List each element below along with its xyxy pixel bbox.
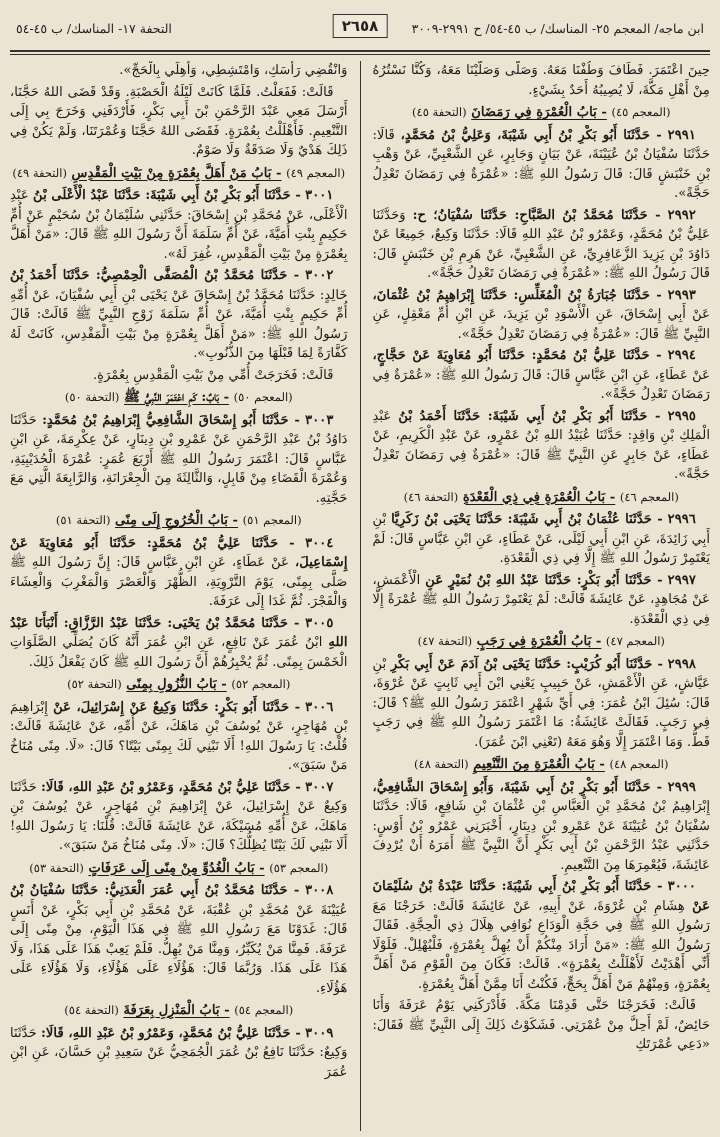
hadith-number: ٢٩٩٦ xyxy=(667,512,696,527)
hadith-body: عَبْدِ الْأَعْلَى، عَنْ مُحَمَّدِ بْنِ إِسْحَاقَ: حَدَّثَنِي سُلَيْمَانُ بْنُ سُحَيْمٍ عَنْ أُمِّ حَكِيمٍ بِنْتِ أُمَيَّةَ، عَنْ أُمِّ سَلَمَةَ أَنَّ رَسُولَ اللهِ ﷺ قَالَ: «مَنْ أَهَلَّ بِعُمْرَةٍ مِنْ بَيْتِ الْمَقْدِسِ، غُفِرَ لَهُ». xyxy=(9,188,348,262)
header-rule xyxy=(10,50,710,52)
paragraph: وَانْقُضِي رَأْسَكِ، وَامْتَشِطِي، وَأَهِلِّي بِالْحَجِّ». xyxy=(119,63,348,78)
chapter-title xyxy=(10,1001,348,1021)
text-columns xyxy=(10,61,710,1131)
chapter-title xyxy=(10,675,348,695)
hadith-body: حَدَّثَنَا وَكِيعٌ عَنْ إِسْرَائِيلَ، عَنْ إِبْرَاهِيمَ بْنِ مُهَاجِرٍ، عَنْ يُوسُفَ بْنِ مَاهَكَ، عَنْ أُمِّهِ مُسَيْكَةَ، عَنْ عَائِشَةَ قَالَتْ: قُلْنَا: يَا رَسُولَ اللهِ! أَلَا نَبْنِي لَكَ بَيْتًا يُظِلُّكَ؟ قَالَ: «لَا. مِنًى مُنَاخُ مَنْ سَبَقَ». xyxy=(9,779,348,853)
chapter-heading: - بَابُ الْعُمْرَةِ فِي ذِي الْقَعْدَةِ xyxy=(462,489,616,505)
chapter-title xyxy=(372,755,710,775)
chapter-title xyxy=(10,388,348,408)
chapter-mujam: (المعجم ٥٠) xyxy=(233,390,293,404)
chapter-heading: - بَابُ الْعُمْرَةِ فِي رَمَضَانَ xyxy=(471,105,607,120)
hadith-head: - حَدَّثَنَا أَبُو إِسْحَاقَ الشَّافِعِيُّ إِبْرَاهِيمُ بْنُ مُحَمَّدٍ: xyxy=(42,412,300,428)
hadith-number: ٣٠٠٧ xyxy=(305,779,334,795)
hadith-body: إِبْرَاهِيمَ بْنِ مُهَاجِرٍ، عَنْ يُوسُفَ بْنِ مَاهَكَ، عَنْ أُمِّهِ، عَنْ عَائِشَةَ قَالَتْ: قُلْتُ: يَا رَسُولَ اللهِ! أَلَا نَبْنِي لَكَ بِمِنًى بَيْتًا؟ قَالَ: «لَا. مِنًى مُنَاخُ مَنْ سَبَقَ». xyxy=(9,699,348,773)
chapter-title xyxy=(10,859,348,879)
hadith-head: - حَدَّثَنَا أَبُو بَكْرِ بْنُ أَبِي شَيْبَةَ: حَدَّثَنَا عَبْدَةُ بْنُ سُلَيْمَانَ عَنْ xyxy=(372,879,710,914)
hadith-body: عَبْدِ الْمَلِكِ بْنِ وَاقِدٍ: حَدَّثَنَا عُبَيْدُ اللهِ بْنُ عَمْرٍو، عَنْ عَبْدِ الْكَرِيمِ، عَنْ عَطَاءٍ، عَنْ جَابِرٍ عَنِ النَّبِيِّ ﷺ قَالَ: «عُمْرَةٌ فِي رَمَضَانَ تَعْدِلُ حَجَّةً». xyxy=(372,408,710,482)
hadith-number: ٣٠٠٥ xyxy=(305,615,334,631)
chapter-mujam: (المعجم ٤٧) xyxy=(605,634,665,648)
paragraph: حِينَ اعْتَمَرَ. فَطَافَ وَطُفْنَا مَعَهُ. وَصَلَّى وَصَلَّيْنَا مَعَهُ، وَكُنَّا نَسْتُرُهُ مِنْ أَهْلِ مَكَّةَ، لَا يُصِيبُهُ أَحَدٌ بِشَيْءٍ. xyxy=(372,63,710,98)
hadith-2998 xyxy=(372,655,710,753)
hadith-number: ٢٩٩٢ xyxy=(667,207,696,223)
hadith-number: ٣٠٠٢ xyxy=(305,268,334,283)
hadith-body: إِبْرَاهِيمُ بْنُ مُحَمَّدِ بْنِ الْعَبَّاسِ بْنِ عُثْمَانَ بْنِ شَافِعٍ، قَالَا: حَدَّثَنَا سُفْيَانُ بْنُ عُيَيْنَةَ عَنْ عَمْرِو بْنِ دِينَارٍ، أَخْبَرَنِي عَمْرُو بْنُ أَوْسٍ: حَدَّثَنِي عَبْدُ الرَّحْمَنِ بْنُ أَبِي بَكْرٍ أَنَّ النَّبِيَّ ﷺ أَمَرَهُ أَنْ يُرْدِفَ عَائِشَةَ، فَيُعْمِرَهَا مِنَ التَّنْعِيمِ. xyxy=(372,799,710,873)
hadith-body: بْنِ عَيَّاشٍ، عَنِ الْأَعْمَشِ، عَنْ حَبِيبٍ يَعْنِي ابْنَ أَبِي ثَابِتٍ عَنْ عُرْوَةَ، قَالَ: سُئِلَ ابْنُ عُمَرَ: فِي أَيِّ شَهْرٍ اعْتَمَرَ رَسُولُ اللهِ ﷺ؟ قَالَ: فِي رَجَبٍ. فَقَالَتْ عَائِشَةُ: مَا اعْتَمَرَ رَسُولُ اللهِ ﷺ فِي رَجَبٍ قَطُّ. وَمَا اعْتَمَرَ إِلَّا وَهُوَ مَعَهُ (تَعْنِي ابْنَ عُمَرَ). xyxy=(372,656,710,750)
hadith-number: ٢٩٩٥ xyxy=(667,408,696,424)
hadith-2991 xyxy=(372,126,710,204)
chapter-tuhfa: (التحفة ٥١) xyxy=(55,513,111,527)
chapter-tuhfa: (التحفة ٤٨) xyxy=(414,757,469,771)
hadith-3006 xyxy=(10,698,348,776)
chapter-tuhfa: (التحفة ٥٢) xyxy=(67,677,122,691)
page-number: ٢٦٥٨ xyxy=(333,14,388,38)
hadith-head: - حَدَّثَنَا عَلِيُّ بْنُ مُحَمَّدٍ: حَدَّثَنَا أَبُو مُعَاوِيَةَ عَنْ إِسْمَاعِيلَ، xyxy=(9,535,348,570)
hadith-3001 xyxy=(10,186,348,264)
hadith-head: - حَدَّثَنَا أَبُو بَكْرِ بْنُ أَبِي شَيْبَةَ، وَأَبُو إِسْحَاقَ الشَّافِعِيُّ، xyxy=(372,779,663,795)
hadith-2996 xyxy=(372,510,710,569)
hadith-number: ٣٠٠٩ xyxy=(305,1025,334,1041)
hadith-head: - حَدَّثَنَا أَبُو كُرَيْبٍ: حَدَّثَنَا يَحْيَى بْنُ آدَمَ عَنْ أَبِي بَكْرِ xyxy=(390,656,663,672)
hadith-head: - حَدَّثَنَا مُحَمَّدُ بْنُ أَبِي عُمَرَ الْعَدَنِيُّ: حَدَّثَنَا سُفْيَانُ بْنُ xyxy=(9,883,300,898)
hadith-head: - حَدَّثَنَا أَبُو بَكْرِ بْنُ أَبِي شَيْبَةَ، وَعَلِيُّ بْنُ مُحَمَّدٍ، xyxy=(400,127,662,143)
chapter-heading: - بَابُ الْعُمْرَةِ مِنَ التَّنْعِيمِ xyxy=(473,757,605,772)
chapter-heading: - بَابٌ: كَمِ اعْتَمَرَ النَّبِيُّ ﷺ xyxy=(124,390,230,405)
chapter-heading: - بَابُ مَنْ أَهَلَّ بِعُمْرَةٍ مِنْ بَيْتِ الْمَقْدِسِ xyxy=(71,165,282,181)
hadith-number: ٢٩٩٣ xyxy=(667,287,696,303)
chapter-heading: - بَابُ الْمَنْزِلِ بِعَرَفَةَ xyxy=(123,1003,230,1018)
chapter-mujam: (المعجم ٤٥) xyxy=(611,105,671,119)
hadith-3004 xyxy=(10,534,348,612)
hadith-3009 xyxy=(10,1024,348,1083)
hadith-head: - حَدَّثَنَا مُحَمَّدُ بْنُ الْمُصَفَّى الْحِمْصِيُّ: حَدَّثَنَا أَحْمَدُ بْنُ xyxy=(9,268,300,283)
hadith-body: عَنْ عَطَاءٍ، عَنِ ابْنِ عَبَّاسٍ قَالَ: إِنَّ رَسُولَ اللهِ ﷺ صَلَّى بِمِنًى، يَوْمَ التَّرْوِيَةِ، الظُّهْرَ وَالْعَصْرَ وَالْمَغْرِبَ وَالْعِشَاءَ وَالْفَجْرَ. ثُمَّ غَدَا إِلَى عَرَفَةَ. xyxy=(9,555,348,609)
header-left-text: التحفة ١٧- المناسك/ ب ٤٥-٥٤ xyxy=(16,20,172,36)
chapter-heading: - بَابُ الْغُدُوِّ مِنْ مِنًى إِلَى عَرَفَاتٍ xyxy=(88,860,265,876)
hadith-body: قَالَا: حَدَّثَنَا سُفْيَانُ بْنُ عُيَيْنَةَ، عَنْ بَيَانٍ وَجَابِرٍ، عَنِ الشَّعْبِيِّ، عَنْ وَهْبِ بْنِ خَنْبَشٍ قَالَ: قَالَ رَسُولُ اللهِ ﷺ: «عُمْرَةٌ فِي رَمَضَانَ تَعْدِلُ حَجَّةً». xyxy=(372,127,710,201)
hadith-number: ٢٩٩٨ xyxy=(667,656,696,672)
hadith-head: - حَدَّثَنَا جُبَارَةُ بْنُ الْمُغَلِّسِ: حَدَّثَنَا إِبْرَاهِيمُ بْنُ عُثْمَانَ، xyxy=(372,287,662,303)
hadith-2994 xyxy=(372,346,710,405)
chapter-mujam: (المعجم ٤٨) xyxy=(609,757,669,771)
chapter-tuhfa: (التحفة ٤٧) xyxy=(417,634,473,648)
hadith-number: ٢٩٩٤ xyxy=(667,348,696,363)
hadith-head: - حَدَّثَنَا عُثْمَانُ بْنُ أَبِي شَيْبَةَ: حَدَّثَنَا يَحْيَى بْنُ زَكَرِيَّا xyxy=(391,512,663,527)
right-column xyxy=(362,61,710,1131)
paragraph: قَالَتْ: فَخَرَجْنَا حَتَّى قَدِمْنَا مَكَّةَ. فَأَدْرَكَنِي يَوْمُ عَرَفَةَ وَأَنَا حَائِضٌ، لَمْ أَحِلَّ مِنْ عُمْرَتِي. فَشَكَوْتُ ذَلِكَ إِلَى النَّبِيِّ ﷺ فَقَالَ: «دَعِي عُمْرَتَكِ xyxy=(372,998,710,1052)
chapter-title xyxy=(10,511,348,531)
hadith-body: بْنِ أَبِي زَائِدَةَ، عَنِ ابْنِ أَبِي لَيْلَى، عَنْ عَطَاءٍ، عَنِ ابْنِ عَبَّاسٍ قَالَ: لَمْ يَعْتَمِرْ رَسُولُ اللهِ ﷺ إِلَّا فِي ذِي الْقَعْدَةِ. xyxy=(372,512,710,566)
hadith-head: - حَدَّثَنَا عَلِيُّ بْنُ مُحَمَّدٍ: حَدَّثَنَا أَبُو مُعَاوِيَةَ عَنْ حَجَّاجٍ، xyxy=(372,348,662,363)
chapter-title xyxy=(372,488,710,508)
header-right-text: ابن ماجه/ المعجم ٢٥- المناسك/ ب ٤٥-٥٤/ ح ٢٩٩١-٣٠٠٩ xyxy=(411,20,704,36)
chapter-mujam: (المعجم ٥٢) xyxy=(231,677,291,691)
chapter-tuhfa: (التحفة ٥٤) xyxy=(64,1003,119,1017)
hadith-2992 xyxy=(372,206,710,284)
chapter-tuhfa: (التحفة ٤٦) xyxy=(403,489,459,504)
hadith-2999 xyxy=(372,778,710,876)
header-rule-thin xyxy=(10,54,710,55)
chapter-title xyxy=(372,632,710,652)
chapter-heading: - بَابُ الْعُمْرَةِ فِي رَجَبٍ xyxy=(476,634,602,649)
chapter-mujam: (المعجم ٥٤) xyxy=(234,1003,294,1017)
hadith-number: ٣٠٠٨ xyxy=(305,883,334,898)
hadith-2993 xyxy=(372,286,710,345)
hadith-body: حَدَّثَنَا دَاوُدُ بْنُ عَبْدِ الرَّحْمَنِ عَنْ عَمْرِو بْنِ دِينَارٍ، عَنْ عِكْرِمَةَ، عَنِ ابْنِ عَبَّاسٍ قَالَ: اعْتَمَرَ رَسُولُ اللهِ ﷺ أَرْبَعَ عُمَرٍ: عُمْرَةَ الْحُدَيْبِيَةِ، وَعُمْرَةَ الْقَضَاءِ مِنْ قَابِلٍ، وَالثَّالِثَةَ مِنَ الْجِعْرَانَةِ، وَالرَّابِعَةَ الَّتِي مَعَ حَجَّتِهِ. xyxy=(9,412,348,506)
paragraph: قَالَتْ: فَفَعَلْتُ. فَلَمَّا كَانَتْ لَيْلَةُ الْحَصْبَةِ. وَقَدْ قَضَى اللهُ حَجَّنَا، أَرْسَلَ مَعِي عَبْدَ الرَّحْمَنِ بْنَ أَبِي بَكْرٍ، فَأَرْدَفَنِي وَخَرَجَ بِي إِلَى التَّنْعِيمِ. فَأَهْلَلْتُ بِعُمْرَةٍ. فَقَضَى اللهُ حَجَّنَا وَعُمْرَتَنَا، وَلَمْ يَكُنْ فِي ذَلِكَ هَدْيٌ وَلَا صَدَقَةٌ وَلَا صَوْمٌ. xyxy=(9,84,348,158)
hadith-3008 xyxy=(10,881,348,998)
hadith-body: عُيَيْنَةَ عَنْ مُحَمَّدِ بْنِ عُقْبَةَ، عَنْ مُحَمَّدِ بْنِ أَبِي بَكْرٍ، عَنْ أَنَسٍ قَالَ: غَدَوْنَا مَعَ رَسُولِ اللهِ ﷺ فِي هَذَا الْيَوْمِ، مِنْ مِنًى إِلَى عَرَفَةَ. فَمِنَّا مَنْ يُكَبِّرُ، وَمِنَّا مَنْ يُهِلُّ. فَلَمْ يَعِبْ هَذَا عَلَى هَذَا، وَلَا هَذَا عَلَى هَذَا. وَرُبَّمَا قَالَ: هَؤُلَاءِ عَلَى هَؤُلَاءِ، وَلَا هَؤُلَاءِ عَلَى هَؤُلَاءِ. xyxy=(9,902,348,996)
hadith-body: الْأَعْمَشِ، عَنْ مُجَاهِدٍ، عَنْ عَائِشَةَ قَالَتْ: لَمْ يَعْتَمِرْ رَسُولُ اللهِ ﷺ عُمْرَةً إِلَّا فِي ذِي الْقَعْدَةِ. xyxy=(372,572,710,627)
chapter-tuhfa: (التحفة ٥٣) xyxy=(29,860,84,875)
hadith-3002 xyxy=(10,266,348,364)
chapter-title xyxy=(10,164,348,184)
hadith-3000 xyxy=(372,877,710,994)
chapter-tuhfa: (التحفة ٤٩) xyxy=(12,165,67,180)
hadith-head: - حَدَّثَنَا أَبُو بَكْرٍ: حَدَّثَنَا عَبْدُ اللهِ بْنُ نُمَيْرٍ عَنِ xyxy=(425,572,663,588)
chapter-tuhfa: (التحفة ٤٥) xyxy=(412,105,467,119)
running-header xyxy=(10,8,710,48)
hadith-head: - حَدَّثَنَا أَبُو بَكْرٍ: حَدَّثَنَا وَكِيعٌ عَنْ إِسْرَائِيلَ، عَنْ xyxy=(53,699,301,715)
hadith-head: - حَدَّثَنَا أَبُو بَكْرِ بْنُ أَبِي شَيْبَةَ: حَدَّثَنَا أَحْمَدُ بْنُ xyxy=(398,408,661,424)
hadith-body: هِشَامِ بْنِ عُرْوَةَ، عَنْ أَبِيهِ، عَنْ عَائِشَةَ قَالَتْ: خَرَجْنَا مَعَ رَسُولِ اللهِ ﷺ فِي حَجَّةِ الْوَدَاعِ نُوَافِي هِلَالَ ذِي الْحِجَّةِ. فَقَالَ رَسُولُ اللهِ ﷺ: «مَنْ أَرَادَ مِنْكُمْ أَنْ يُهِلَّ بِعُمْرَةٍ، فَلْيُهْلِلْ. فَلَوْلَا أَنِّي أَهْدَيْتُ لَأَهْلَلْتُ بِعُمْرَةٍ». قَالَتْ: فَكَانَ مِنَ الْقَوْمِ مَنْ أَهَلَّ بِعُمْرَةٍ، وَمِنْهُمْ مَنْ أَهَلَّ بِحَجٍّ، فَكُنْتُ أَنَا مِمَّنْ أَهَلَّ بِعُمْرَةٍ. xyxy=(372,898,710,992)
hadith-number: ٣٠٠٤ xyxy=(305,535,334,551)
chapter-title xyxy=(372,103,710,123)
hadith-3007 xyxy=(10,778,348,856)
hadith-body: عَنْ أَبِي إِسْحَاقَ، عَنِ الْأَسْوَدِ بْنِ يَزِيدَ، عَنِ ابْنِ أُمِّ مَعْقِلٍ، عَنِ النَّبِيِّ ﷺ قَالَ: «عُمْرَةٌ فِي رَمَضَانَ تَعْدِلُ حَجَّةً». xyxy=(372,307,710,342)
chapter-tuhfa: (التحفة ٥٠) xyxy=(64,390,120,404)
hadith-head: - حَدَّثَنَا مُحَمَّدُ بْنُ يَحْيَى: حَدَّثَنَا عَبْدُ الرَّزَّاقِ: أَنْبَأَنَا عَبْدُ اللهِ xyxy=(9,615,348,650)
chapter-mujam: (المعجم ٤٦) xyxy=(619,489,679,504)
hadith-head: - حَدَّثَنَا عَلِيُّ بْنُ مُحَمَّدٍ، وَعَمْرُو بْنُ عَبْدِ اللهِ، قَالَا: xyxy=(41,1025,301,1041)
hadith-number: ٣٠٠٣ xyxy=(305,412,334,428)
hadith-body: ابْنُ عُمَرَ عَنْ نَافِعٍ، عَنِ ابْنِ عُمَرَ أَنَّهُ كَانَ يُصَلِّي الصَّلَوَاتِ الْخَمْسَ بِمِنًى. ثُمَّ يُخْبِرُهُمْ أَنَّ رَسُولَ اللهِ ﷺ كَانَ يَفْعَلُ ذَلِكَ. xyxy=(9,635,348,670)
chapter-mujam: (المعجم ٤٩) xyxy=(286,165,346,180)
hadith-number: ٣٠٠٦ xyxy=(305,699,334,715)
chapter-heading: - بَابُ الْخُرُوجِ إِلَى مِنًى xyxy=(115,513,239,528)
column-divider xyxy=(360,61,361,1131)
hadith-2995 xyxy=(372,407,710,485)
hadith-number: ٣٠٠٠ xyxy=(667,879,696,894)
hadith-body: وَحَدَّثَنَا عَلِيُّ بْنُ مُحَمَّدٍ، وَعَمْرُو بْنُ عَبْدِ اللهِ قَالَا: حَدَّثَنَا وَكِيعٌ، جَمِيعًا عَنْ دَاوُدَ بْنِ يَزِيدَ الزَّعَافِرِيِّ، عَنِ الشَّعْبِيِّ، عَنْ هَرِمِ بْنِ خَنْبَشٍ قَالَ: قَالَ رَسُولُ اللهِ ﷺ: «عُمْرَةٌ فِي رَمَضَانَ تَعْدِلُ حَجَّةً». xyxy=(372,207,710,281)
hadith-3003 xyxy=(10,411,348,509)
chapter-heading: - بَابُ النُّزُولِ بِمِنًى xyxy=(126,677,227,692)
hadith-3005 xyxy=(10,614,348,673)
hadith-2997 xyxy=(372,571,710,630)
hadith-number: ٢٩٩١ xyxy=(667,127,696,143)
hadith-head: - حَدَّثَنَا أَبُو بَكْرِ بْنُ أَبِي شَيْبَةَ: حَدَّثَنَا عَبْدُ الْأَعْلَى بْنُ xyxy=(33,188,301,203)
hadith-body: عَنْ عَطَاءٍ، عَنِ ابْنِ عَبَّاسٍ قَالَ: قَالَ رَسُولُ اللهِ ﷺ: «عُمْرَةٌ فِي رَمَضَانَ تَعْدِلُ حَجَّةً». xyxy=(372,367,710,402)
hadith-head: - حَدَّثَنَا مُحَمَّدُ بْنُ الصَّبَّاحِ: حَدَّثَنَا سُفْيَانُ؛ ح: xyxy=(412,207,661,223)
hadith-number: ٢٩٩٧ xyxy=(667,572,697,588)
hadith-number: ٢٩٩٩ xyxy=(667,779,696,795)
left-column xyxy=(10,61,358,1131)
hadith-body: حَدَّثَنَا وَكِيعٌ: حَدَّثَنَا نَافِعُ بْنُ عُمَرَ الْجُمَحِيُّ عَنْ سَعِيدِ بْنِ حَسَّانَ، عَنِ ابْنِ عُمَرَ xyxy=(9,1025,348,1080)
chapter-mujam: (المعجم ٥١) xyxy=(242,513,302,527)
hadith-body: خَالِدٍ: حَدَّثَنَا مُحَمَّدُ بْنُ إِسْحَاقَ عَنْ يَحْيَى بْنِ أَبِي سُفْيَانَ، عَنْ أُمِّهِ أُمِّ حَكِيمٍ بِنْتِ أُمَيَّةَ، عَنْ أُمِّ سَلَمَةَ زَوْجِ النَّبِيِّ ﷺ قَالَتْ: قَالَ رَسُولُ اللهِ ﷺ: «مَنْ أَهَلَّ بِعُمْرَةٍ مِنْ بَيْتِ الْمَقْدِسِ، كَانَتْ لَهُ كَفَّارَةً لِمَا قَبْلَهَا مِنَ الذُّنُوبِ». xyxy=(9,287,348,361)
chapter-mujam: (المعجم ٥٣) xyxy=(269,860,329,875)
hadith-number: ٣٠٠١ xyxy=(305,188,334,203)
hadith-head: - حَدَّثَنَا عَلِيُّ بْنُ مُحَمَّدٍ، وَعَمْرُو بْنُ عَبْدِ اللهِ، قَالَا: xyxy=(41,779,301,795)
paragraph: قَالَتْ: فَخَرَجَتْ أُمِّي مِنْ بَيْتِ الْمَقْدِسِ بِعُمْرَةٍ. xyxy=(92,367,334,383)
